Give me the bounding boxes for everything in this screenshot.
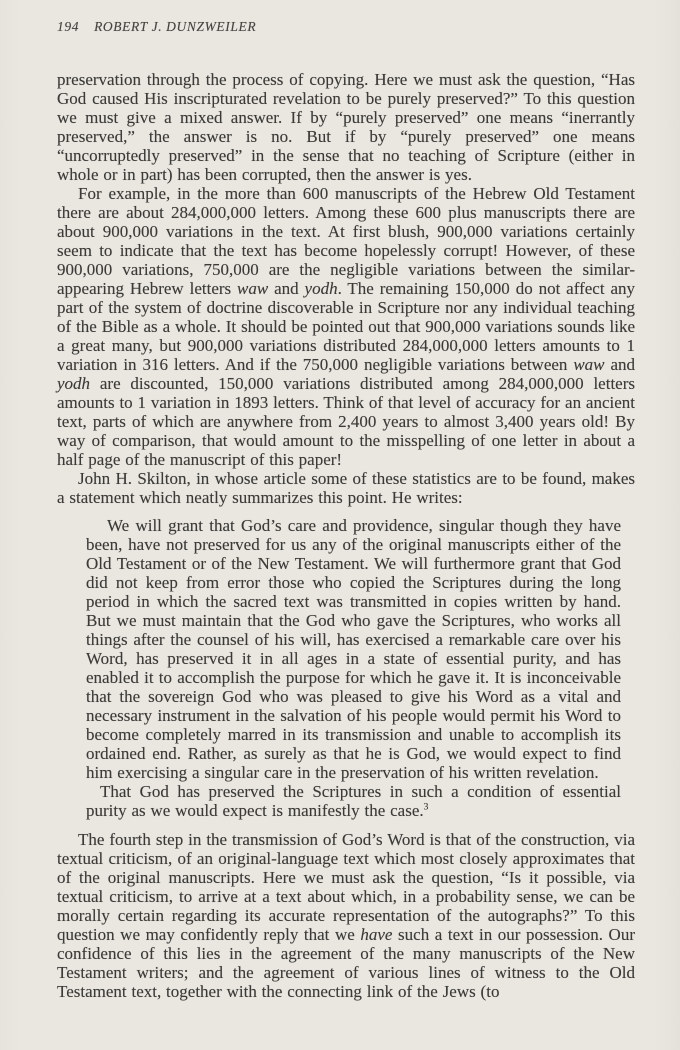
running-header — [57, 19, 635, 35]
text-run: The fourth step in the transmission of God’s Word is that of the construction, via textual criticism, of an original-language text which most closely approximates that of the original manuscripts. Here we must ask the question, “Is it possible, via textual criticism, to arrive at a text about which, in a probability sense, we can be morally certain regarding its accurate representation of the autographs?” To this question we may confidently reply that we — [57, 830, 635, 944]
footnote-reference: 3 — [423, 802, 429, 813]
quote-paragraph-2 — [86, 782, 621, 820]
italic-term-yodh: yodh — [57, 374, 91, 393]
italic-term-waw: waw — [237, 279, 269, 298]
quote-paragraph-1: We will grant that God’s care and providence, singular though they have been, have not preserved for us any of the original manuscripts either of the Old Testament or of the New Testament. We will furthermore grant that God did not keep from error those who copied the Scriptures during the long period in which the sacred text was transmitted in copies written by hand. But we must maintain that the God who gave the Scriptures, who works all things after the counsel of his will, has exercised a remarkable care over his Word, has preserved it in all ages in a state of essential purity, and has enabled it to accomplish the purpose for which he gave it. It is inconceivable that the sovereign God who was pleased to give his Word as a vital and necessary instrument in the salvation of his people would permit his Word to become completely marred in its transmission and unable to accomplish its ordained end. Rather, as surely as that he is God, we would expect to find him exercising a singular care in the preservation of his written revelation. — [86, 516, 621, 782]
text-run: . The remaining 150,000 do not affect any part of the system of doctrine discoverable in Scripture nor any individual teaching of the Bible as a whole. It should be pointed out that 900,000 variations sounds like a great many, but 900,000 variations distributed 284,000,000 letters amounts to 1 variation in 316 letters. And if the 750,000 negligible variations between — [57, 279, 635, 374]
body-paragraph-3: John H. Skilton, in whose article some of these statistics are to be found, makes a statement which neatly summarizes this point. He writes: — [57, 469, 635, 507]
text-run: and — [268, 279, 305, 298]
page-number: 194 — [57, 19, 80, 34]
author-name: ROBERT J. DUNZWEILER — [94, 19, 257, 34]
body-paragraph-2 — [57, 184, 635, 469]
body-paragraph-4 — [57, 830, 635, 1001]
italic-term-have: have — [360, 925, 393, 944]
text-run: such a text in our possession. Our confidence of this lies in the agreement of the many manuscripts of the New Testament writers; and the agreement of various lines of witness to the Old Testament text, together with the connecting link of the Jews (to — [57, 925, 635, 1001]
block-quote — [86, 516, 621, 820]
text-run: For example, in the more than 600 manuscripts of the Hebrew Old Testament there are about 284,000,000 letters. Among these 600 plus manuscripts there are about 900,000 variations in the text. At first blush, 900,000 variations certainly seem to indicate that the text has become hopelessly corrupt! However, of these 900,000 variations, 750,000 are the negligible variations between the similar-appearing Hebrew letters — [57, 184, 635, 298]
body-paragraph-1: preservation through the process of copying. Here we must ask the question, “Has God caused His inscripturated revelation to be purely preserved?” To this question we must give a mixed answer. If by “purely preserved” one means “inerrantly preserved,” the answer is no. But if by “purely preserved” one means “uncorruptedly preserved” in the sense that no teaching of Scripture (either in whole or in part) has been corrupted, then the answer is yes. — [57, 70, 635, 184]
page-body — [57, 70, 635, 1001]
italic-term-waw: waw — [573, 355, 605, 374]
text-run: and — [604, 355, 635, 374]
italic-term-yodh: yodh — [304, 279, 338, 298]
text-run: are discounted, 150,000 variations distributed among 284,000,000 letters amounts to 1 variation in 1893 letters. Think of that level of accuracy for an ancient text, parts of which are anywhere from 2,400 years to almost 3,400 years old! By way of comparison, that would amount to the misspelling of one letter in about a half page of the manuscript of this paper! — [57, 374, 636, 469]
text-run: That God has preserved the Scriptures in such a condition of essential purity as we would expect is manifestly the case. — [86, 782, 621, 820]
